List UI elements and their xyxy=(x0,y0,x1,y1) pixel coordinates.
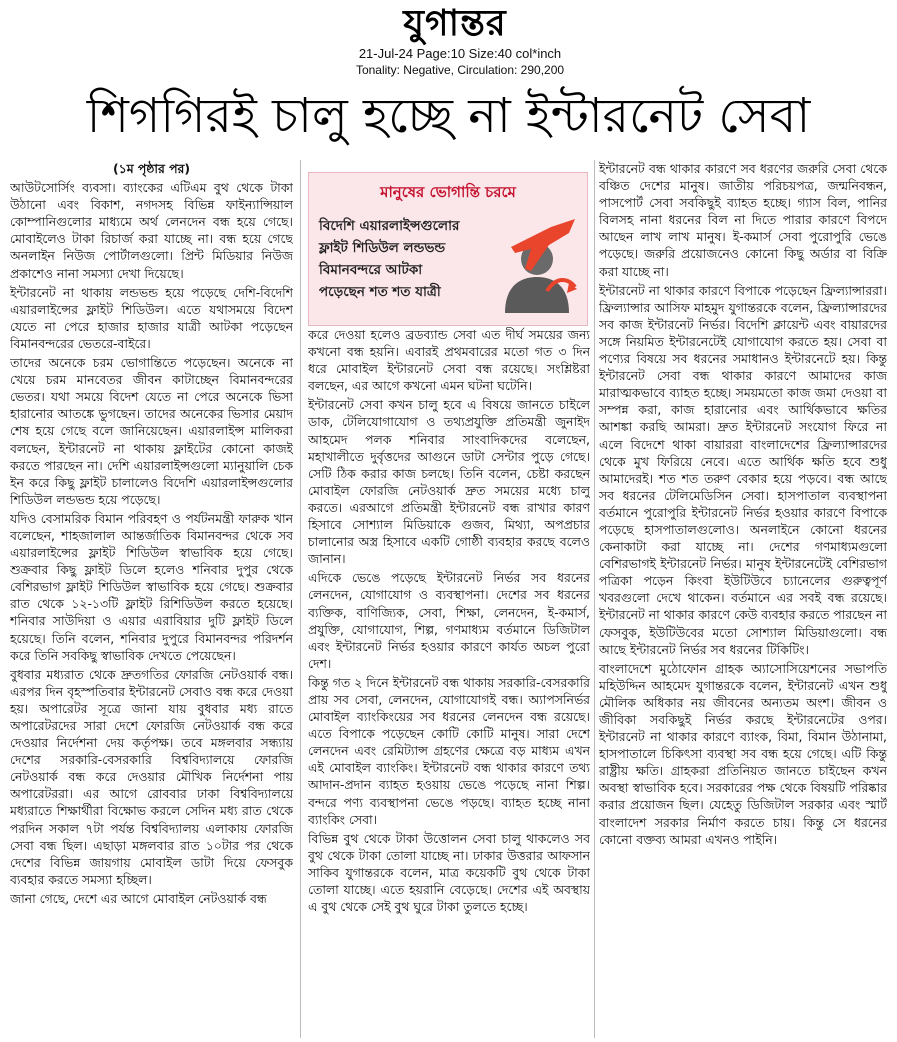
inset-line: পড়েছেন শত শত যাত্রী xyxy=(319,284,441,300)
paragraph: এদিকে ভেঙে পড়েছে ইন্টারনেট নির্ভর সব ধরনের লেনদেন, যোগাযোগ ও ব্যবস্থাপনা। দেশের সব ধরনের ব্যক্তিক, বাণিজ্যিক, সেবা, শিক্ষা, লেনদেন, ই-কমার্স, প্রযুক্তি, যোগাযোগ, শিল্প, গণমাধ্যম বর্তমানে ডিজিটাল এবং ইন্টারনেট নির্ভর হওয়ার কারণে কার্যত অচল পুরো দেশ। xyxy=(308,570,590,671)
paragraph: বিভিন্ন বুথ থেকে টাকা উত্তোলন সেবা চালু থাকলেও সব বুথ থেকে টাকা তোলা যাচ্ছে না। ঢাকার উত্তরার আফসান সাকিব যুগান্তরকে বলেন, মাত্র কয়েকটি বুথ থেকে টাকা তোলা যাচ্ছে। এতে হয়রানি বেড়েছে। দেশের এই অবস্থায় এ বুথ থেকে সেই বুথ ঘুরে টাকা তুলতে হচ্ছে। xyxy=(308,830,590,915)
paragraph: বাংলাদেশে মুঠোফোন গ্রাহক অ্যাসোসিয়েশনের সভাপতি মহিউদ্দিন আহমেদ যুগান্তরকে বলেন, ইন্টারনেট এখন শুধু মৌলিক অধিকার নয় জীবনের অন্যতম অংশ। জীবন ও জীবিকা সবকিছুই নির্ভর করছে ইন্টারনেটের ওপর। ইন্টারনেট না থাকার কারণে ব্যাংক, বিমা, বিমান উঠানামা, হাসপাতালে চিকিৎসা ব্যবস্থা সব বন্ধ হয়ে গেছে। এটি কিন্তু রাষ্ট্রীয় ক্ষতি। গ্রাহকরা প্রতিনিয়ত জানতে চাইছেন কখন অবস্থা স্বাভাবিক হবে। সরকারের পক্ষ থেকে বিষয়টি পরিষ্কার করার প্রয়োজন ছিল। যেহেতু ডিজিটাল সরকার এবং স্মার্ট বাংলাদেশ সরকার নির্মাণ করতে চায়। কিন্তু সে ধরনের কোনো বক্তব্য আমরা এখনও পাইনি। xyxy=(599,660,887,847)
paragraph: যদিও বেসামরিক বিমান পরিবহণ ও পর্যটনমন্ত্রী ফারুক খান বলেছেন, শাহজালাল আন্তর্জাতিক বিমানবন্দর থেকে সব এয়ারলাইন্সের ফ্লাইট শিডিউল স্বাভাবিক হয়ে গেছে। শুক্রবার কিছু ফ্লাইট ডিলে হলেও শনিবার দুপুর থেকে বেশিরভাগ ফ্লাইট শিডিউল স্বাভাবিক হয়ে গেছে। শুক্রবার রাত থেকে ১২-১৩টি ফ্লাইট রিশিডিউল করতে হয়েছে। শনিবার সাউদিয়া ও এয়ার এরাবিয়ার দুটি ফ্লাইট ডিলে হয়েছে। তিনি বলেন, শনিবার দুপুরে বিমানবন্দর পরিদর্শন করে তিনি সবকিছু স্বাভাবিক দেখতে পেয়েছেন। xyxy=(10,510,293,663)
highlight-inset-box xyxy=(308,172,588,326)
newspaper-logo: যুগান্তর xyxy=(403,2,507,44)
paragraph: ইন্টারনেট না থাকার কারণে বিপাকে পড়েছেন ফ্রিল্যান্সাররা। ফ্রিল্যান্সার আসিফ মাহমুদ যুগান্তরকে বলেন, ফ্রিল্যান্সারদের সব কাজ ইন্টারনেট নির্ভর। বিদেশি ক্লায়েন্ট এবং বায়ারদের সঙ্গে নিয়মিত ইন্টারনেটেই যোগাযোগ করতে হয়। সেবা বা পণ্যের বিষয়ে সব ধরনের সমাধানও ইন্টারনেটে হয়। কিন্তু ইন্টারনেট সেবা বন্ধ থাকার কারণে আমাদের কাজ মারাত্মকভাবে ব্যাহত হচ্ছে। সময়মতো কাজ জমা দেওয়া বা সম্পন্ন করা, কাজ হারানোর এবং আর্থিকভাবে ক্ষতির আশঙ্কা করছি আমরা। দ্রুত ইন্টারনেট সংযোগ ফিরে না এলে বিদেশে থাকা বায়াররা বাংলাদেশের ফ্রিল্যান্সারদের থেকে মুখ ফিরিয়ে নেবে। এতে আর্থিক ক্ষতি হবে শুধু আমাদেরই। শত শত তরুণ বেকার হয়ে পড়বে। বন্ধ আছে সব ধরনের টেলিমেডিসিন সেবা। হাসপাতাল ব্যবস্থাপনা বর্তমানে পুরোপুরি ইন্টারনেট নির্ভর হওয়ার কারণে বিপাকে পড়েছে হাসপাতালগুলোও। অনলাইনে কোনো ধরনের কেনাকাটা করা যাচ্ছে না। দেশের গণমাধ্যমগুলো বেশিরভাগই ইন্টারনেট নির্ভর। মানুষ ইন্টারনেটেই বেশিরভাগ পত্রিকা পড়েন কিংবা ইউটিউবে চ্যানেলের গুরুত্বপূর্ণ খবরগুলো দেখে থাকেন। বর্তমানে এর সবই বন্ধ রয়েছে। ইন্টারনেট না থাকার কারণে কেউ ব্যবহার করতে পারছেন না ফেসবুক, ইউটিউবের মতো সোশ্যাল মিডিয়াগুলো। বন্ধ আছে ইন্টারনেট নির্ভর সব ধরনের টিকিটিং। xyxy=(599,282,887,657)
article-column-1 xyxy=(10,160,293,1038)
paragraph: ইন্টারনেট না থাকায় লন্ডভন্ড হয়ে পড়েছে দেশি-বিদেশি এয়ারলাইন্সের ফ্লাইট শিডিউল। এতে যথাসময়ে বিদেশ যেতে না পেরে হাজার হাজার যাত্রী আটকা পড়েছেন বিমানবন্দরের ভেতরে-বাইরে। xyxy=(10,284,293,351)
clipping-meta-date-page: 21-Jul-24 Page:10 Size:40 col*inch xyxy=(358,46,562,61)
article-column-2 xyxy=(308,326,590,1038)
column-divider xyxy=(594,160,595,1038)
paragraph: ইন্টারনেট সেবা কখন চালু হবে এ বিষয়ে জানতে চাইলে ডাক, টেলিযোগাযোগ ও তথ্যপ্রযুক্তি প্রতিমন্ত্রী জুনাইদ আহমেদ পলক শনিবার সাংবাদিকদের বলেছেন, মহাখালীতে দুর্বৃত্তদের আগুনে ডাটা সেন্টার পুড়ে গেছে। সেটি ঠিক করার কাজ চলছে। তিনি বলেন, চেষ্টা করছেন মোবাইল ফোরজি নেটওয়ার্ক দ্রুত সময়ের মধ্যে চালু করতে। এরআগে প্রতিমন্ত্রী ইন্টারনেট বন্ধ রাখার কারণ হিসাবে সোশ্যাল মিডিয়াকে গুজব, মিথ্যা, অপপ্রচার চালানোর অস্ত্র হিসাবে একটি গোষ্ঠী ব্যবহার করছে বলেও জানান। xyxy=(308,397,590,567)
inset-title: মানুষের ভোগান্তি চরমে xyxy=(380,183,516,201)
inset-line: বিমানবন্দরে আটকা xyxy=(319,262,423,278)
paragraph: জানা গেছে, দেশে এর আগে মোবাইল নেটওয়ার্ক বন্ধ xyxy=(10,890,267,906)
article-column-3 xyxy=(599,160,887,1038)
masthead xyxy=(0,0,897,80)
article-headline: শিগগিরই চালু হচ্ছে না ইন্টারনেট সেবা xyxy=(86,88,811,144)
paragraph: আউটসোর্সিং ব্যবসা। ব্যাংকের এটিএম বুথ থেকে টাকা উঠানো এবং বিকাশ, নগদসহ বিভিন্ন ফাইন্যান্সিয়াল কোম্পানিগুলোর মাধ্যমে অর্থ লেনদেন বন্ধ হয়ে গেছে। মোবাইলেও টাকা রিচার্জ করা যাচ্ছে না। বন্ধ হয়ে গেছে অনলাইন নিউজ পোর্টালগুলো। প্রিন্ট মিডিয়ার নিউজ প্রকাশেও নানা সমস্যা দেখা দিয়েছে। xyxy=(10,180,293,281)
inset-text xyxy=(319,215,489,303)
column-divider xyxy=(300,160,301,1038)
paragraph: ইন্টারনেট বন্ধ থাকার কারণে সব ধরণের জরুরি সেবা থেকে বঞ্চিত দেশের মানুষ। জাতীয় পরিচয়পত্র, জন্মনিবন্ধন, পাসপোর্ট সেবা সবকিছুই ব্যাহত হচ্ছে। গ্যাস বিল, পানির বিলসহ নানা ধরনের বিল না দিতে পারার কারণে বিপদে আছেন লাখ লাখ মানুষ। ই-কমার্স সেবা পুরোপুরি ভেঙে পড়েছে। জরুরি প্রয়োজনেও কোনো কিছু অর্ডার বা বিক্রি করা যাচ্ছে না। xyxy=(599,161,887,279)
paragraph: তাদের অনেকে চরম ভোগান্তিতে পড়েছেন। অনেকে না খেয়ে চরম মানবেতর জীবন কাটাচ্ছেন বিমানবন্দরের ভেতর। যথা সময়ে বিদেশ যেতে না পেরে অনেকে ভিসা হারানোর আতঙ্কে ভুগছেন। তাদের অনেকের ভিসার মেয়াদ শেষ হয়ে গেছে বলে জানিয়েছেন। এয়ারলাইন্স মালিকরা বলছেন, ইন্টারনেট না থাকায় ফ্লাইটের কোনো কাজই করতে পারছেন না। দেশি এয়ারলাইন্সগুলো ম্যানুয়ালি চেক ইন করে কিছু ফ্লাইট চালালেও বিদেশি এয়ারলাইন্সগুলোর শিডিউল লন্ডভন্ড হয়ে পড়েছে। xyxy=(10,355,293,507)
inset-line: বিদেশি এয়ারলাইন্সগুলোর xyxy=(319,218,460,234)
clipping-meta-tonality: Tonality: Negative, Circulation: 290,200 xyxy=(355,63,565,77)
paragraph: করে দেওয়া হলেও ব্রডব্যান্ড সেবা এত দীর্ঘ সময়ের জন্য কখনো বন্ধ হয়নি। এবারই প্রথমবারের মতো গত ৩ দিন ধরে মোবাইল ইন্টারনেট সেবা বন্ধ রয়েছে। সংশ্লিষ্টরা বলছেন, এর আগে কখনো এমন ঘটনা ঘটেনি। xyxy=(308,327,590,394)
paragraph: বুধবার মধ্যরাত থেকে দ্রুতগতির ফোরজি নেটওয়ার্ক বন্ধ। এরপর দিন বৃহস্পতিবার ইন্টারনেট সেবাও বন্ধ করে দেওয়া হয়। অপারেটর সূত্রে জানা যায় বুধবার মধ্য রাতে অপারেটরদের সারা দেশে ফোরজি নেটওয়ার্ক বন্ধ করে দেওয়ার নির্দেশনা দেয় কর্তৃপক্ষ। তবে মঙ্গলবার সন্ধ্যায় দেশের সরকারি-বেসরকারি বিশ্ববিদ্যালয়ে ফোরজি নেটওয়ার্ক বন্ধ করে দেওয়ার মৌখিক নির্দেশনা পায় অপারেটররা। এর আগে রোববার ঢাকা বিশ্ববিদ্যালয়ে মধ্যরাতে শিক্ষার্থীরা বিক্ষোভ করলে সেদিন মধ্য রাত থেকে পরদিন সকাল ৭টা পর্যন্ত বিশ্ববিদ্যালয় এলাকায় ফোরজি সেবা বন্ধ ছিল। এছাড়া মঙ্গলবার রাত ১০টার পর থেকে দেশের বিভিন্ন জায়গায় মোবাইল ডাটা দিয়ে ফেসবুক ব্যবহার করতে সমস্যা হচ্ছিল। xyxy=(10,666,293,887)
airplane-passenger-icon xyxy=(491,213,583,317)
paragraph: কিন্তু গত ২ দিনে ইন্টারনেট বন্ধ থাকায় সরকারি-বেসরকারি প্রায় সব সেবা, লেনদেন, যোগাযোগই বন্ধ। অ্যাপসনির্ভর মোবাইল ব্যাংকিংয়ের সব ধরনের লেনদেন বন্ধ রয়েছে। এতে বিপাকে পড়েছেন কোটি কোটি মানুষ। সারা দেশে লেনদেন এবং রেমিট্যান্স গ্রহণের ক্ষেত্রে বড় মাধ্যম এখন এই মোবাইল ব্যাংকিং। ইন্টারনেট বন্ধ থাকার কারণে তথ্য আদান-প্রদান ব্যাহত হওয়ায় ভেঙে পড়েছে নানা শিল্প। বন্দরে পণ্য ব্যবস্থাপনা ভেঙে পড়ছে। ব্যাহত হচ্ছে নানা ব্যাংকিং সেবা। xyxy=(308,674,590,827)
continued-from-note: (১ম পৃষ্ঠার পর) xyxy=(113,161,190,176)
inset-line: ফ্লাইট শিডিউল লন্ডভন্ড xyxy=(319,240,446,256)
